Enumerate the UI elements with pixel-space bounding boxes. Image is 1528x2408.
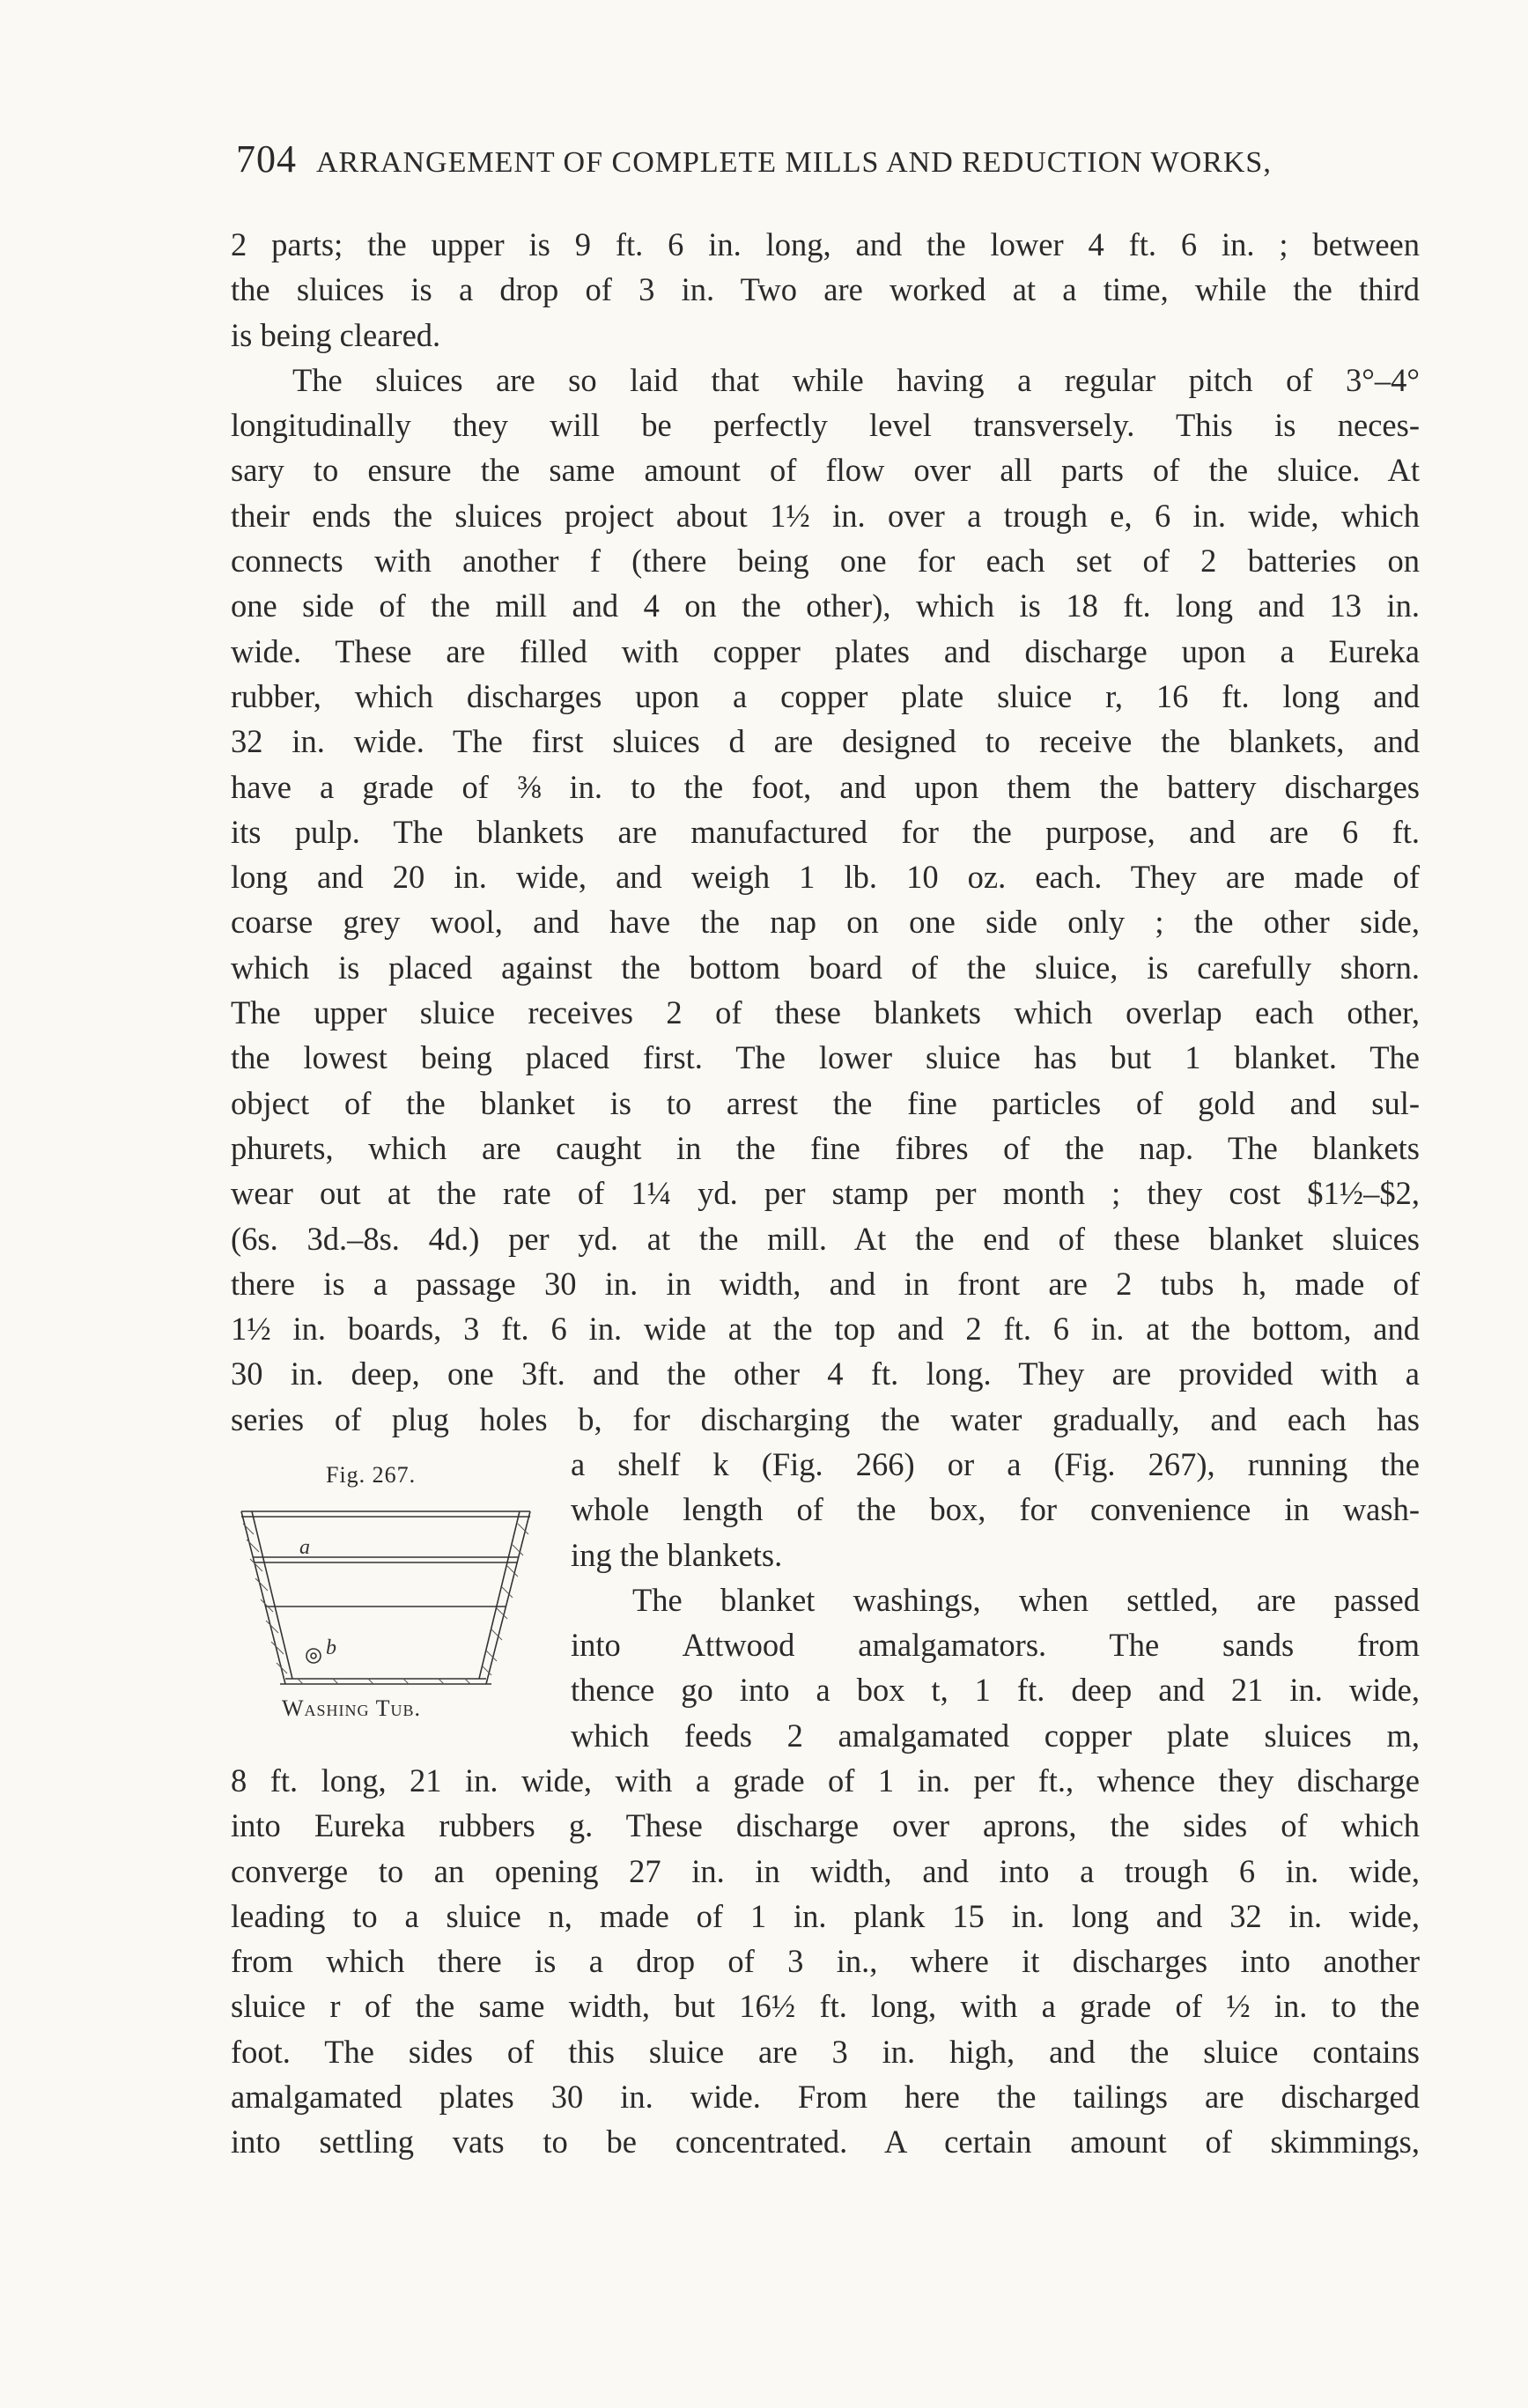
text-line: 2 parts; the upper is 9 ft. 6 in. long, and the lower 4 ft. 6 in. ; between bbox=[231, 226, 1420, 262]
text-line: (6s. 3d.–8s. 4d.) per yd. at the mill. At the end of these blanket sluices bbox=[231, 1220, 1420, 1257]
text-line: foot. The sides of this sluice are 3 in. high, and the sluice contains bbox=[231, 2033, 1420, 2070]
text-line: sluice r of the same width, but 16½ ft. long, with a grade of ½ in. to the bbox=[231, 1988, 1420, 2025]
figure-caption: Fig. 267. bbox=[326, 1462, 417, 1488]
plug-hole-b bbox=[306, 1649, 321, 1663]
figure-label: Washing Tub. bbox=[282, 1695, 421, 1721]
text-block-beside-figure bbox=[571, 1442, 1420, 1758]
text-line: 32 in. wide. The first sluices d are designed to receive the blankets, and bbox=[231, 723, 1420, 760]
text-line: object of the blanket is to arrest the fine particles of gold and sul- bbox=[231, 1084, 1420, 1121]
text-line: series of plug holes b, for discharging the water gradually, and each has bbox=[231, 1400, 1420, 1437]
text-line: which feeds 2 amalgamated copper plate sluices m, bbox=[571, 1717, 1420, 1754]
text-line: is being cleared. bbox=[231, 316, 441, 353]
washing-tub-figure bbox=[236, 1497, 544, 1700]
text-line: the lowest being placed first. The lower sluice has but 1 blanket. The bbox=[231, 1039, 1420, 1076]
text-line: The sluices are so laid that while having a regular pitch of 3°–4° bbox=[292, 361, 1420, 398]
text-line: 8 ft. long, 21 in. wide, with a grade of 1 in. per ft., whence they discharge bbox=[231, 1762, 1420, 1799]
text-line: which is placed against the bottom board of the sluice, is carefully shorn. bbox=[231, 949, 1420, 986]
label-b: b bbox=[326, 1636, 336, 1659]
text-line: longitudinally they will be perfectly level transversely. This is neces- bbox=[231, 407, 1420, 444]
text-line: there is a passage 30 in. in width, and in front are 2 tubs h, made of bbox=[231, 1265, 1420, 1302]
running-header bbox=[236, 137, 1416, 181]
text-line: 30 in. deep, one 3ft. and the other 4 ft. long. They are provided with a bbox=[231, 1355, 1420, 1392]
page-number: 704 bbox=[236, 137, 297, 181]
text-line: amalgamated plates 30 in. wide. From here the tailings are discharged bbox=[231, 2079, 1420, 2116]
text-line: a shelf k (Fig. 266) or a (Fig. 267), running the bbox=[571, 1446, 1420, 1482]
text-block-top bbox=[231, 222, 1420, 1442]
text-line: the sluices is a drop of 3 in. Two are worked at a time, while the third bbox=[231, 271, 1420, 308]
text-line: have a grade of ⅜ in. to the foot, and upon them the battery discharges bbox=[231, 768, 1420, 805]
text-line: The blanket washings, when settled, are passed bbox=[632, 1581, 1420, 1618]
text-line: whole length of the box, for convenience in wash- bbox=[571, 1491, 1420, 1528]
text-line: one side of the mill and 4 on the other), which is 18 ft. long and 13 in. bbox=[231, 587, 1420, 624]
text-line: converge to an opening 27 in. in width, and into a trough 6 in. wide, bbox=[231, 1852, 1420, 1889]
label-a: a bbox=[299, 1536, 310, 1559]
tub-right-wall bbox=[486, 1511, 530, 1684]
text-block-bottom bbox=[231, 1758, 1420, 2165]
running-title: ARRANGEMENT OF COMPLETE MILLS AND REDUCTION WORKS, bbox=[316, 146, 1272, 179]
text-line: connects with another f (there being one for each set of 2 batteries on bbox=[231, 543, 1420, 580]
text-line: ing the blankets. bbox=[571, 1536, 783, 1573]
text-line: wear out at the rate of 1¼ yd. per stamp per month ; they cost $1½–$2, bbox=[231, 1175, 1420, 1212]
text-line: wide. These are filled with copper plates and discharge upon a Eureka bbox=[231, 632, 1420, 669]
text-line: rubber, which discharges upon a copper plate sluice r, 16 ft. long and bbox=[231, 677, 1420, 714]
text-line: from which there is a drop of 3 in., where it discharges into another bbox=[231, 1943, 1420, 1980]
text-line: The upper sluice receives 2 of these blankets which overlap each other, bbox=[231, 994, 1420, 1031]
tub-left-wall bbox=[241, 1511, 285, 1684]
text-line: phurets, which are caught in the fine fibres of the nap. The blankets bbox=[231, 1129, 1420, 1166]
text-line: sary to ensure the same amount of flow over all parts of the sluice. At bbox=[231, 452, 1420, 489]
text-line: into Attwood amalgamators. The sands from bbox=[571, 1627, 1420, 1664]
text-line: coarse grey wool, and have the nap on one side only ; the other side, bbox=[231, 904, 1420, 941]
text-line: leading to a sluice n, made of 1 in. plank 15 in. long and 32 in. wide, bbox=[231, 1897, 1420, 1934]
text-line: into settling vats to be concentrated. A certain amount of skimmings, bbox=[231, 2124, 1420, 2161]
text-line: its pulp. The blankets are manufactured for the purpose, and are 6 ft. bbox=[231, 813, 1420, 850]
text-line: thence go into a box t, 1 ft. deep and 21 in. wide, bbox=[571, 1672, 1420, 1709]
text-line: long and 20 in. wide, and weigh 1 lb. 10 oz. each. They are made of bbox=[231, 859, 1420, 896]
text-line: their ends the sluices project about 1½ in. over a trough e, 6 in. wide, which bbox=[231, 497, 1420, 534]
text-line: 1½ in. boards, 3 ft. 6 in. wide at the top and 2 ft. 6 in. at the bottom, and bbox=[231, 1311, 1420, 1348]
text-line: into Eureka rubbers g. These discharge over aprons, the sides of which bbox=[231, 1807, 1420, 1844]
